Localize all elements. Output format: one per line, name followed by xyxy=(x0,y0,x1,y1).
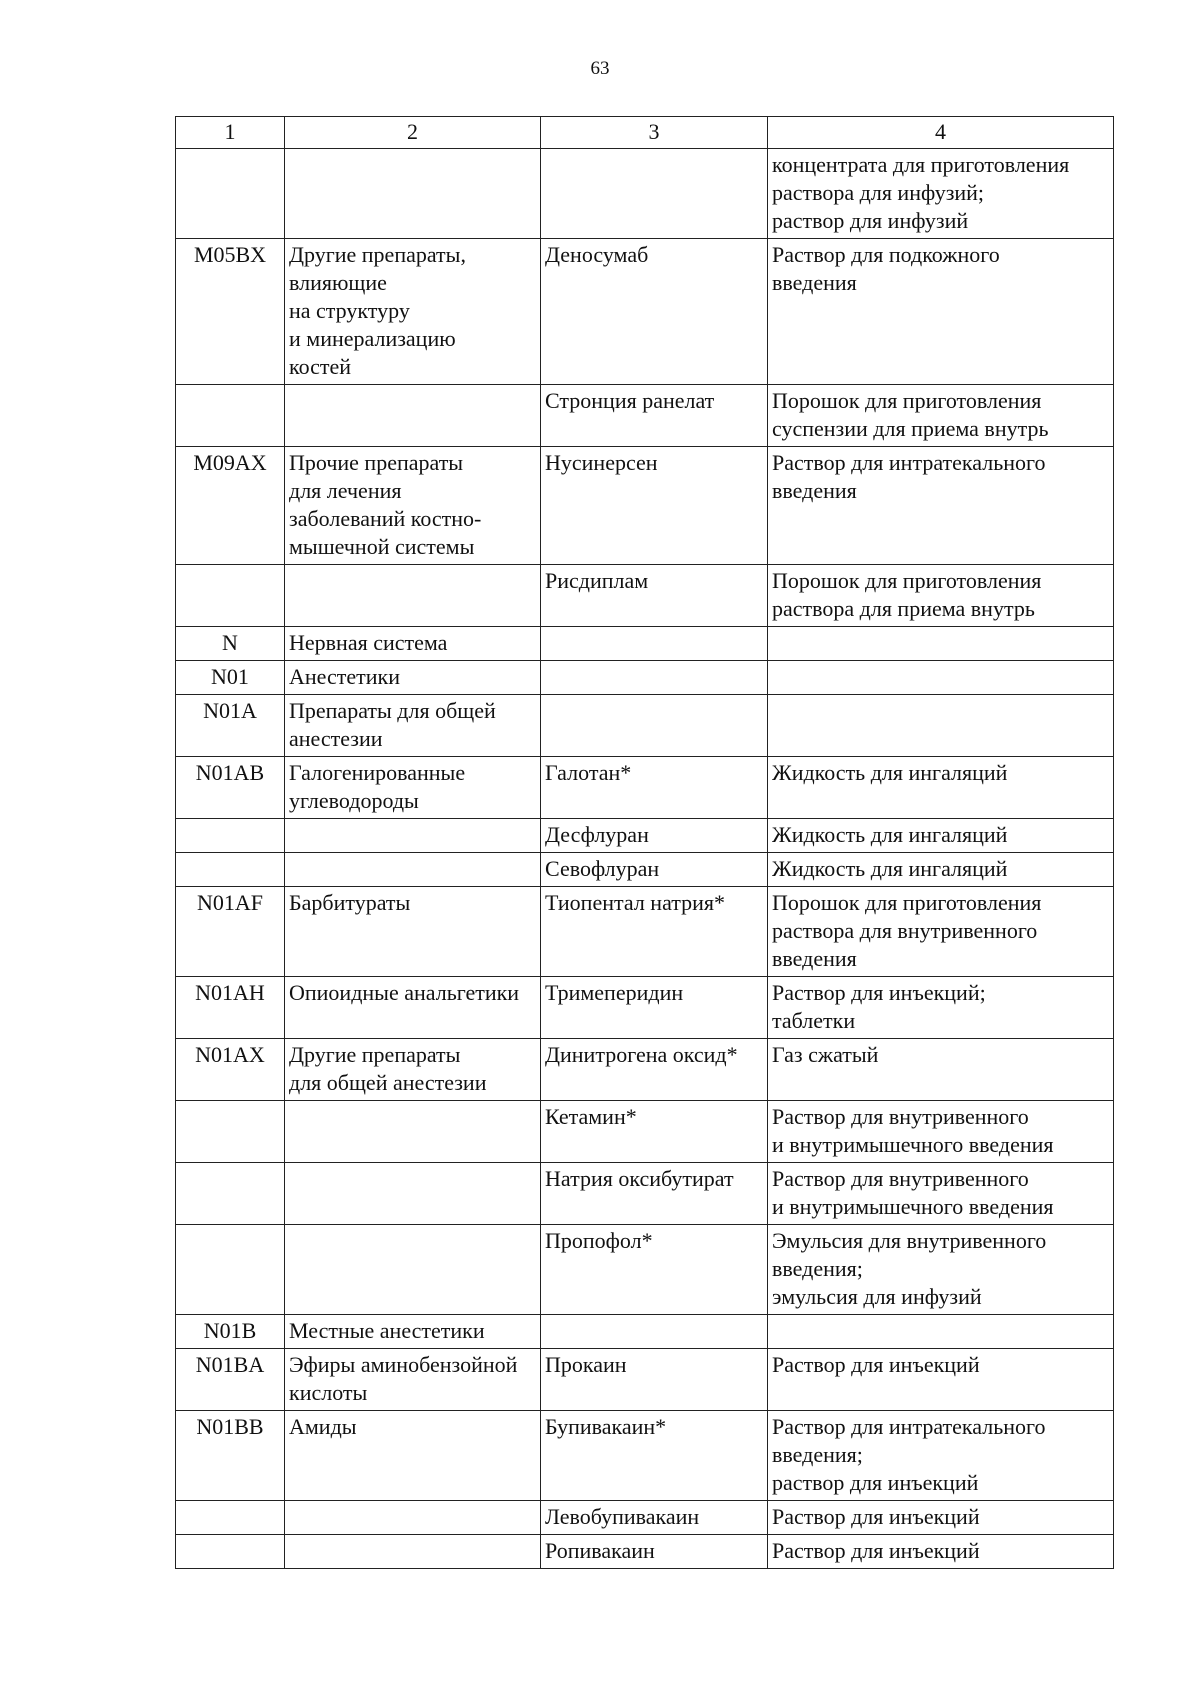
table-header-row xyxy=(176,117,1114,149)
cell-group: Другие препараты, влияющие на структуру и минерализацию костей xyxy=(285,239,541,385)
cell-code: N01A xyxy=(176,695,285,757)
cell-form xyxy=(768,1315,1114,1349)
cell-code: N01AH xyxy=(176,977,285,1039)
cell-group: Нервная система xyxy=(285,627,541,661)
cell-drug: Галотан* xyxy=(541,757,768,819)
cell-drug xyxy=(541,1315,768,1349)
cell-drug: Натрия оксибутират xyxy=(541,1163,768,1225)
cell-form: Раствор для интратекального введения xyxy=(768,447,1114,565)
cell-drug: Тримеперидин xyxy=(541,977,768,1039)
cell-form: Порошок для приготовления раствора для приема внутрь xyxy=(768,565,1114,627)
cell-code xyxy=(176,1535,285,1569)
table-row xyxy=(176,1039,1114,1101)
table-row xyxy=(176,1163,1114,1225)
table-row xyxy=(176,1349,1114,1411)
table-row xyxy=(176,385,1114,447)
cell-group xyxy=(285,385,541,447)
cell-group: Прочие препараты для лечения заболеваний костно- мышечной системы xyxy=(285,447,541,565)
cell-group xyxy=(285,1163,541,1225)
cell-code xyxy=(176,853,285,887)
cell-form: Раствор для интратекального введения; раствор для инъекций xyxy=(768,1411,1114,1501)
cell-code: M09AX xyxy=(176,447,285,565)
cell-code xyxy=(176,565,285,627)
cell-group: Амиды xyxy=(285,1411,541,1501)
cell-drug: Рисдиплам xyxy=(541,565,768,627)
cell-form: Раствор для инъекций xyxy=(768,1349,1114,1411)
cell-form: Раствор для инъекций; таблетки xyxy=(768,977,1114,1039)
cell-form: Порошок для приготовления раствора для внутривенного введения xyxy=(768,887,1114,977)
cell-form xyxy=(768,627,1114,661)
cell-group xyxy=(285,149,541,239)
cell-code: N01BB xyxy=(176,1411,285,1501)
cell-group: Опиоидные анальгетики xyxy=(285,977,541,1039)
cell-drug: Деносумаб xyxy=(541,239,768,385)
table-row xyxy=(176,1315,1114,1349)
table-row xyxy=(176,1535,1114,1569)
cell-form: Раствор для подкожного введения xyxy=(768,239,1114,385)
cell-group xyxy=(285,1535,541,1569)
cell-group xyxy=(285,853,541,887)
column-header-drug: 3 xyxy=(541,117,768,149)
cell-drug xyxy=(541,695,768,757)
table-row xyxy=(176,1501,1114,1535)
table-row xyxy=(176,661,1114,695)
cell-code xyxy=(176,1225,285,1315)
cell-form: Газ сжатый xyxy=(768,1039,1114,1101)
cell-group xyxy=(285,1225,541,1315)
drug-table xyxy=(175,116,1114,1569)
cell-group: Местные анестетики xyxy=(285,1315,541,1349)
cell-drug: Бупивакаин* xyxy=(541,1411,768,1501)
table-row xyxy=(176,757,1114,819)
cell-form xyxy=(768,695,1114,757)
cell-code xyxy=(176,149,285,239)
cell-drug: Прокаин xyxy=(541,1349,768,1411)
cell-form: Жидкость для ингаляций xyxy=(768,819,1114,853)
cell-drug xyxy=(541,627,768,661)
cell-form: Жидкость для ингаляций xyxy=(768,757,1114,819)
cell-code: N01BA xyxy=(176,1349,285,1411)
page-number: 63 xyxy=(590,58,610,79)
column-header-code: 1 xyxy=(176,117,285,149)
cell-code: M05BX xyxy=(176,239,285,385)
cell-form: Раствор для внутривенного и внутримышечного введения xyxy=(768,1101,1114,1163)
cell-form: Жидкость для ингаляций xyxy=(768,853,1114,887)
cell-form: Раствор для инъекций xyxy=(768,1501,1114,1535)
cell-group: Препараты для общей анестезии xyxy=(285,695,541,757)
cell-code: N xyxy=(176,627,285,661)
cell-code: N01AX xyxy=(176,1039,285,1101)
cell-form xyxy=(768,661,1114,695)
table-body xyxy=(176,149,1114,1569)
cell-drug: Севофлуран xyxy=(541,853,768,887)
table-row xyxy=(176,447,1114,565)
cell-drug: Тиопентал натрия* xyxy=(541,887,768,977)
table-row xyxy=(176,1225,1114,1315)
cell-form: Эмульсия для внутривенного введения; эмульсия для инфузий xyxy=(768,1225,1114,1315)
cell-code: N01AF xyxy=(176,887,285,977)
column-header-form: 4 xyxy=(768,117,1114,149)
cell-drug: Стронция ранелат xyxy=(541,385,768,447)
cell-group xyxy=(285,1101,541,1163)
cell-drug: Ропивакаин xyxy=(541,1535,768,1569)
cell-code xyxy=(176,1163,285,1225)
cell-group: Галогенированные углеводороды xyxy=(285,757,541,819)
cell-group: Барбитураты xyxy=(285,887,541,977)
table-row xyxy=(176,977,1114,1039)
cell-group xyxy=(285,565,541,627)
cell-drug xyxy=(541,149,768,239)
cell-drug: Динитрогена оксид* xyxy=(541,1039,768,1101)
table-row xyxy=(176,695,1114,757)
cell-form: концентрата для приготовления раствора для инфузий; раствор для инфузий xyxy=(768,149,1114,239)
table-row xyxy=(176,239,1114,385)
table-row xyxy=(176,1101,1114,1163)
cell-code: N01AB xyxy=(176,757,285,819)
cell-group xyxy=(285,1501,541,1535)
table-row xyxy=(176,819,1114,853)
cell-code: N01B xyxy=(176,1315,285,1349)
cell-group: Эфиры аминобензойной кислоты xyxy=(285,1349,541,1411)
cell-form: Раствор для инъекций xyxy=(768,1535,1114,1569)
cell-group: Другие препараты для общей анестезии xyxy=(285,1039,541,1101)
cell-code xyxy=(176,819,285,853)
cell-drug: Пропофол* xyxy=(541,1225,768,1315)
cell-drug: Десфлуран xyxy=(541,819,768,853)
column-header-group: 2 xyxy=(285,117,541,149)
cell-drug xyxy=(541,661,768,695)
cell-group: Анестетики xyxy=(285,661,541,695)
cell-form: Порошок для приготовления суспензии для приема внутрь xyxy=(768,385,1114,447)
cell-form: Раствор для внутривенного и внутримышечного введения xyxy=(768,1163,1114,1225)
cell-code xyxy=(176,1101,285,1163)
cell-drug: Нусинерсен xyxy=(541,447,768,565)
cell-code xyxy=(176,385,285,447)
table-row xyxy=(176,149,1114,239)
cell-code: N01 xyxy=(176,661,285,695)
table-row xyxy=(176,853,1114,887)
table-row xyxy=(176,627,1114,661)
cell-drug: Левобупивакаин xyxy=(541,1501,768,1535)
table-row xyxy=(176,887,1114,977)
table-row xyxy=(176,1411,1114,1501)
cell-group xyxy=(285,819,541,853)
table-row xyxy=(176,565,1114,627)
cell-drug: Кетамин* xyxy=(541,1101,768,1163)
cell-code xyxy=(176,1501,285,1535)
